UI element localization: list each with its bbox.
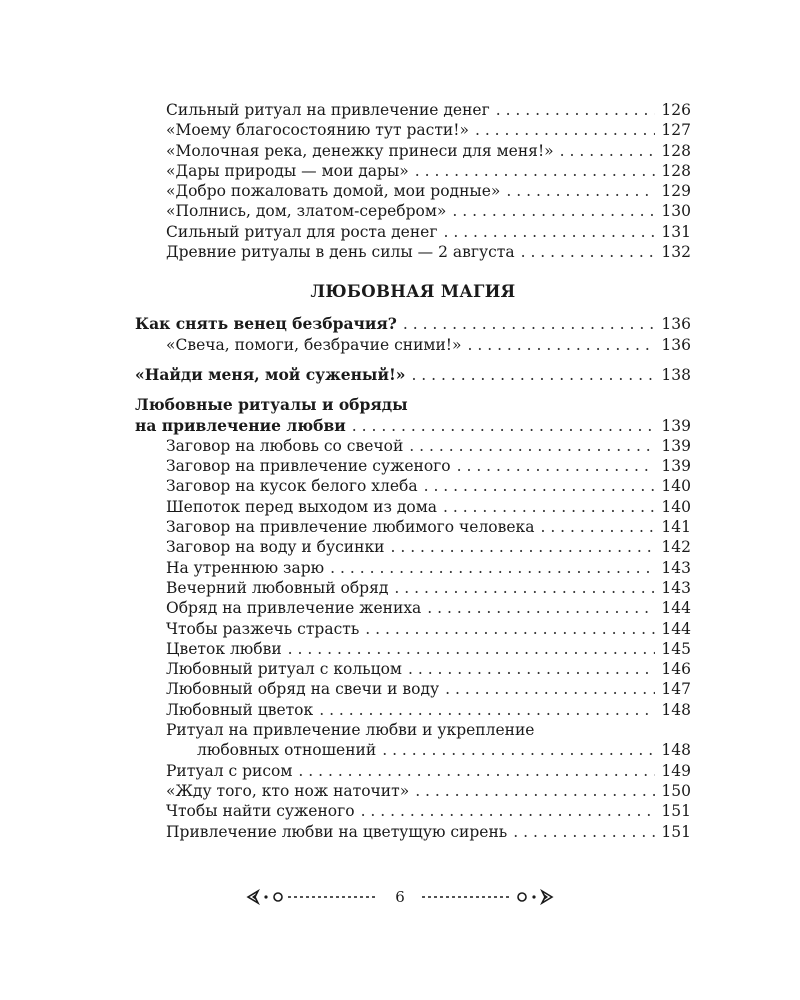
dot-leader [445,679,655,699]
dot-leader [452,201,655,221]
toc-entry-page: 142 [661,538,691,557]
toc-entry-title: «Молочная река, денежку принеси для меня!» [166,141,554,160]
toc-entry-title: «Жду того, кто нож наточит» [166,781,410,800]
toc-entry-title-line1: Ритуал на привлечение любви и укрепление [166,721,535,740]
dot-leader [475,120,655,140]
toc-entry-title: Цветок любви [166,639,282,658]
dot-leader [560,141,656,161]
toc-entry-page: 146 [661,660,691,679]
toc-entry-title: Чтобы найти суженого [166,802,355,821]
dot-leader [443,222,655,242]
toc-entry-page: 139 [661,457,691,476]
dot-leader [390,537,655,557]
toc-entry-page: 140 [661,497,691,516]
toc-entry[interactable] [135,161,691,181]
toc-entry[interactable] [135,781,691,801]
toc-entry-page: 138 [661,365,691,384]
toc-entry-title: На утреннюю зарю [166,558,325,577]
toc-entry[interactable] [135,456,691,476]
dot-leader [427,598,655,618]
toc-entry[interactable] [135,537,691,557]
dot-leader [513,822,655,842]
toc-entry-page: 148 [661,700,691,719]
toc-entry[interactable] [135,201,691,221]
dot-leader [443,497,655,517]
dot-leader [403,314,656,334]
dot-leader [496,100,656,120]
toc-entry-title: Вечерний любовный обряд [166,578,389,597]
toc-entry[interactable] [135,314,691,334]
toc-entry-title: Любовный ритуал с кольцом [166,660,402,679]
ornament-left-icon [246,887,381,907]
toc-entry[interactable] [135,120,691,140]
dot-leader [288,639,656,659]
toc-group-love-2 [135,761,691,842]
toc-entry-page: 148 [661,741,691,760]
toc-entry[interactable] [135,598,691,618]
dot-leader [424,476,656,496]
ornament-right-icon [419,887,554,907]
toc-entry-page: 126 [661,101,691,119]
toc-entry-page: 145 [661,639,691,658]
toc-entry-page: 128 [661,141,691,160]
dot-leader [394,578,655,598]
toc-entry[interactable] [135,335,691,355]
toc-entry-title: Шепоток перед выходом из дома [166,497,437,516]
dot-leader [415,781,655,801]
toc-entry-page: 144 [661,619,691,638]
toc-entry[interactable] [135,679,691,699]
toc-entry[interactable] [135,242,691,262]
dot-leader [468,335,656,355]
toc-entry[interactable] [135,558,691,578]
toc-entry-title: Заговор на привлечение любимого человека [166,518,535,537]
toc-entry-title: Обряд на привлечение жениха [166,599,422,618]
toc-entry[interactable] [135,476,691,496]
dot-leader [415,161,656,181]
toc-entry[interactable] [135,436,691,456]
dot-leader [352,416,656,436]
toc-entry-title: Любовный цветок [166,700,314,719]
page-footer [0,884,800,910]
toc-entry-page: 139 [661,436,691,455]
dot-leader [330,558,655,578]
toc-entry-title: Ритуал с рисом [166,761,293,780]
toc-group-love-1 [135,436,691,720]
toc-entry-title: Сильный ритуал для роста денег [166,222,438,241]
dot-leader [382,740,655,760]
toc-entry-page: 136 [661,315,691,334]
dot-leader [411,365,655,385]
toc-entry-title: «Дары природы — мои дары» [166,161,409,180]
dot-leader [506,181,655,201]
toc-entry-title: Как снять венец безбрачия? [135,314,397,334]
toc-entry[interactable] [135,517,691,537]
toc-entry-page: 131 [661,222,691,241]
toc-entry-page: 143 [661,578,691,597]
toc-entry-title: Любовный обряд на свечи и воду [166,680,440,699]
toc-entry[interactable] [135,761,691,781]
toc-entry[interactable] [135,801,691,821]
table-of-contents [135,100,691,842]
dot-leader [319,700,655,720]
toc-entry-page: 136 [661,335,691,354]
toc-entry[interactable] [135,181,691,201]
toc-entry-page: 150 [661,781,691,800]
toc-entry-page: 139 [661,416,691,435]
toc-entry-title: Заговор на воду и бусинки [166,538,385,557]
toc-entry-page: 149 [661,761,691,780]
dot-leader [409,436,655,456]
toc-entry-title: Привлечение любви на цветущую сирень [166,822,508,841]
toc-entry-page: 144 [661,599,691,618]
dot-leader [298,761,655,781]
toc-entry[interactable] [135,365,691,385]
toc-entry[interactable] [135,578,691,598]
toc-entry-page: 132 [661,243,691,262]
toc-entry-title: Чтобы разжечь страсть [166,619,360,638]
toc-entry-page: 130 [661,202,691,221]
dot-leader [521,242,656,262]
dot-leader [408,659,655,679]
toc-entry-page: 151 [661,802,691,821]
dot-leader [365,619,655,639]
toc-entry-page: 143 [661,558,691,577]
toc-entry-title: «Моему благосостоянию тут расти!» [166,121,469,140]
toc-entry[interactable] [135,222,691,242]
toc-entry-title-line2: любовных отношений [197,741,377,760]
toc-entry[interactable] [135,700,691,720]
toc-group-money [135,100,691,262]
toc-entry-title: «Найди меня, мой суженый!» [135,364,406,384]
toc-entry[interactable] [135,639,691,659]
section-heading: ЛЮБОВНАЯ МАГИЯ [310,282,516,302]
toc-entry-page: 140 [661,477,691,496]
toc-entry-page: 128 [661,161,691,180]
toc-entry-page: 141 [661,518,691,537]
toc-entry-page: 129 [661,182,691,201]
toc-entry-title: Сильный ритуал на привлечение денег [166,101,490,119]
toc-entry-title: «Добро пожаловать домой, мои родные» [166,182,501,201]
toc-entry-title: «Полнись, дом, златом-серебром» [166,202,447,221]
dot-leader [457,456,656,476]
toc-entry[interactable] [135,141,691,161]
toc-entry-title: «Свеча, помоги, безбрачие сними!» [166,335,462,354]
page-number: 6 [395,888,405,906]
toc-entry-title: Заговор на любовь со свечой [166,436,404,455]
dot-leader [361,801,656,821]
toc-entry[interactable] [135,497,691,517]
toc-entry-title: Древние ритуалы в день силы — 2 августа [166,243,515,262]
toc-entry[interactable] [135,100,691,120]
toc-entry[interactable] [135,619,691,639]
toc-entry-title-line1: Любовные ритуалы и обряды [135,395,408,415]
dot-leader [540,517,655,537]
toc-entry[interactable] [135,416,691,436]
toc-entry-page: 127 [661,121,691,140]
toc-entry-title: Заговор на привлечение суженого [166,457,451,476]
toc-entry-title-line2: на привлечение любви [135,415,346,435]
toc-entry-page: 151 [661,822,691,841]
toc-entry[interactable] [135,659,691,679]
toc-entry[interactable] [135,740,691,760]
toc-entry-title: Заговор на кусок белого хлеба [166,477,418,496]
toc-entry[interactable] [135,822,691,842]
toc-entry-page: 147 [661,680,691,699]
